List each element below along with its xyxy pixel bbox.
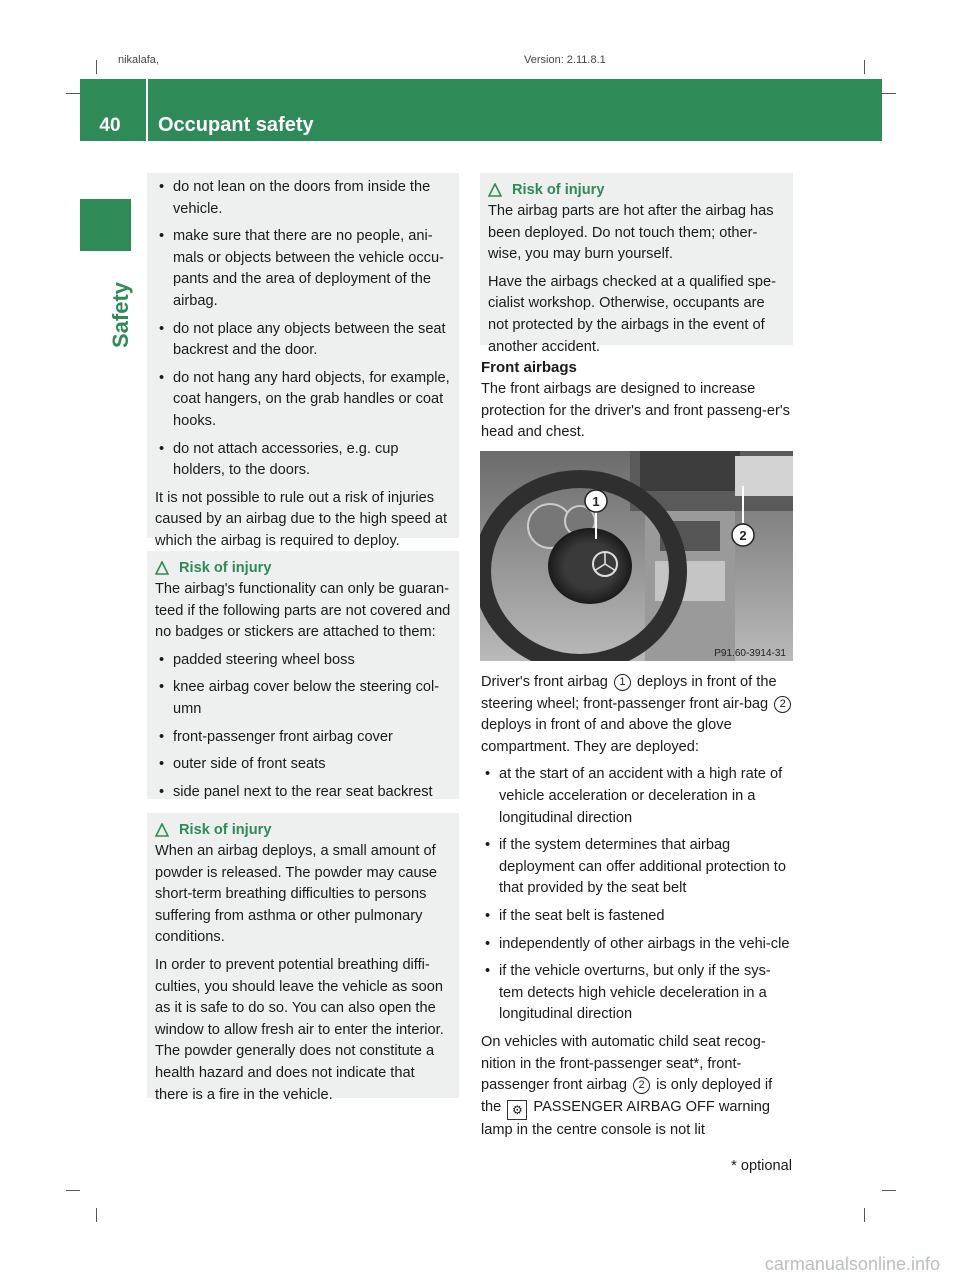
callout-1: 1 bbox=[592, 494, 600, 509]
paragraph bbox=[481, 672, 795, 758]
paragraph: The airbag's functionality can only be guaran-teed if the following parts are not covered and no badges or stickers are attached to them: bbox=[155, 581, 451, 641]
warning-heading bbox=[488, 179, 785, 201]
list-item: • side panel next to the rear seat backrest bbox=[155, 782, 451, 804]
list-item: • do not hang any hard objects, for example, coat hangers, on the grab handles or coat hooks. bbox=[155, 368, 451, 433]
paragraph: Have the airbags checked at a qualified spe-cialist workshop. Otherwise, occupants are not protected by the airbags in the event of another accident. bbox=[488, 273, 776, 355]
final-part: On vehicles with automatic child seat recog-nition in the front-passenger seat*, front-passenger front airbag bbox=[481, 1033, 766, 1094]
section-tab bbox=[80, 199, 131, 251]
meta-right: Version: 2.11.8.1 bbox=[524, 54, 606, 66]
list-item: • do not place any objects between the seat backrest and the door. bbox=[155, 319, 451, 362]
warning-title: Risk of injury bbox=[179, 560, 272, 576]
list-item: • if the system determines that airbag deployment can offer additional protection to that provided by the seat belt bbox=[481, 835, 795, 900]
list-item: • make sure that there are no people, ani-mals or objects between the vehicle occu-pants and the area of deployment of the airbag. bbox=[155, 226, 451, 312]
passenger-airbag-off-icon: ⚙ bbox=[507, 1100, 527, 1120]
section-heading: Front airbags bbox=[481, 359, 577, 376]
warning-icon bbox=[488, 183, 502, 197]
front-airbags-section bbox=[481, 357, 795, 450]
warning-heading bbox=[155, 819, 451, 841]
paragraph: The airbag parts are hot after the airbag has been deployed. Do not touch them; other-wise, you may burn yourself. bbox=[488, 203, 774, 263]
crop-mark bbox=[864, 60, 865, 74]
callout-ref-2: 2 bbox=[633, 1077, 650, 1094]
crop-mark bbox=[864, 1208, 865, 1222]
list-item: • padded steering wheel boss bbox=[155, 650, 451, 672]
warning-box bbox=[480, 173, 793, 355]
list-item: • front-passenger front airbag cover bbox=[155, 727, 451, 749]
warning-icon bbox=[155, 561, 169, 575]
final-part: is only deployed if the bbox=[481, 1077, 773, 1115]
crop-mark bbox=[882, 93, 896, 94]
section-label: Safety bbox=[108, 281, 133, 348]
header-divider bbox=[146, 79, 148, 141]
warning-continued-box bbox=[147, 173, 459, 549]
page-number: 40 bbox=[99, 115, 121, 136]
list-item: • do not attach accessories, e.g. cup holders, to the doors. bbox=[155, 439, 451, 482]
paragraph: The front airbags are designed to increase protection for the driver's and front passeng-er's head and chest. bbox=[481, 381, 790, 441]
page-header bbox=[80, 79, 882, 141]
list-item: • if the vehicle overturns, but only if the sys-tem detects high vehicle deceleration in a longitudinal direction bbox=[481, 961, 795, 1026]
crop-mark bbox=[66, 1190, 80, 1191]
desc-part: deploys in front of the steering wheel; front-passenger front air-bag bbox=[481, 674, 777, 712]
warning-title: Risk of injury bbox=[512, 182, 605, 198]
list-item: • do not lean on the doors from inside the vehicle. bbox=[155, 177, 451, 220]
list-item: • outer side of front seats bbox=[155, 754, 451, 776]
watermark: carmanualsonline.info bbox=[764, 1254, 940, 1274]
desc-part: Driver's front airbag bbox=[481, 674, 608, 690]
paragraph: It is not possible to rule out a risk of injuries caused by an airbag due to the high speed at which the airbag is required to deploy. bbox=[155, 489, 448, 549]
warning-icon bbox=[155, 823, 169, 837]
desc-part: deploys in front of and above the glove compartment. They are deployed: bbox=[481, 717, 732, 755]
warning-heading bbox=[155, 557, 451, 579]
dashboard-illustration bbox=[480, 451, 793, 661]
warning-box bbox=[147, 551, 459, 799]
dashboard-photo bbox=[480, 451, 793, 661]
optional-note: * optional bbox=[731, 1158, 792, 1174]
paragraph: When an airbag deploys, a small amount of powder is released. The powder may cause short-term breathing difficulties to persons suffering from asthma or other pulmonary conditions. bbox=[155, 843, 438, 946]
final-part: PASSENGER AIRBAG OFF warning lamp in the centre console is not lit bbox=[481, 1098, 770, 1138]
airbag-description bbox=[481, 672, 795, 1147]
paragraph bbox=[481, 1032, 795, 1141]
crop-mark bbox=[96, 1208, 97, 1222]
list-item: • at the start of an accident with a high rate of vehicle acceleration or deceleration in a longitudinal direction bbox=[481, 764, 795, 829]
warning-box bbox=[147, 813, 459, 1103]
callout-ref-1: 1 bbox=[614, 674, 631, 691]
crop-mark bbox=[66, 93, 80, 94]
list-item: • independently of other airbags in the vehi-cle bbox=[481, 934, 795, 956]
crop-mark bbox=[882, 1190, 896, 1191]
list-item: • if the seat belt is fastened bbox=[481, 906, 795, 928]
callout-ref-2: 2 bbox=[774, 696, 791, 713]
warning-title: Risk of injury bbox=[179, 822, 272, 838]
crop-mark bbox=[96, 60, 97, 74]
list-item: • knee airbag cover below the steering col-umn bbox=[155, 677, 451, 720]
page-title: Occupant safety bbox=[158, 114, 314, 136]
paragraph: In order to prevent potential breathing diffi-culties, you should leave the vehicle as soon as it is safe to do so. You can also open the window to allow fresh air to enter the interior. The powder generally does not constitute a health hazard and does not indicate that there is a fire in the vehicle. bbox=[155, 956, 444, 1103]
image-code: P91.60-3914-31 bbox=[714, 648, 786, 659]
callout-2: 2 bbox=[739, 528, 747, 543]
meta-left: nikalafa, bbox=[118, 54, 159, 66]
